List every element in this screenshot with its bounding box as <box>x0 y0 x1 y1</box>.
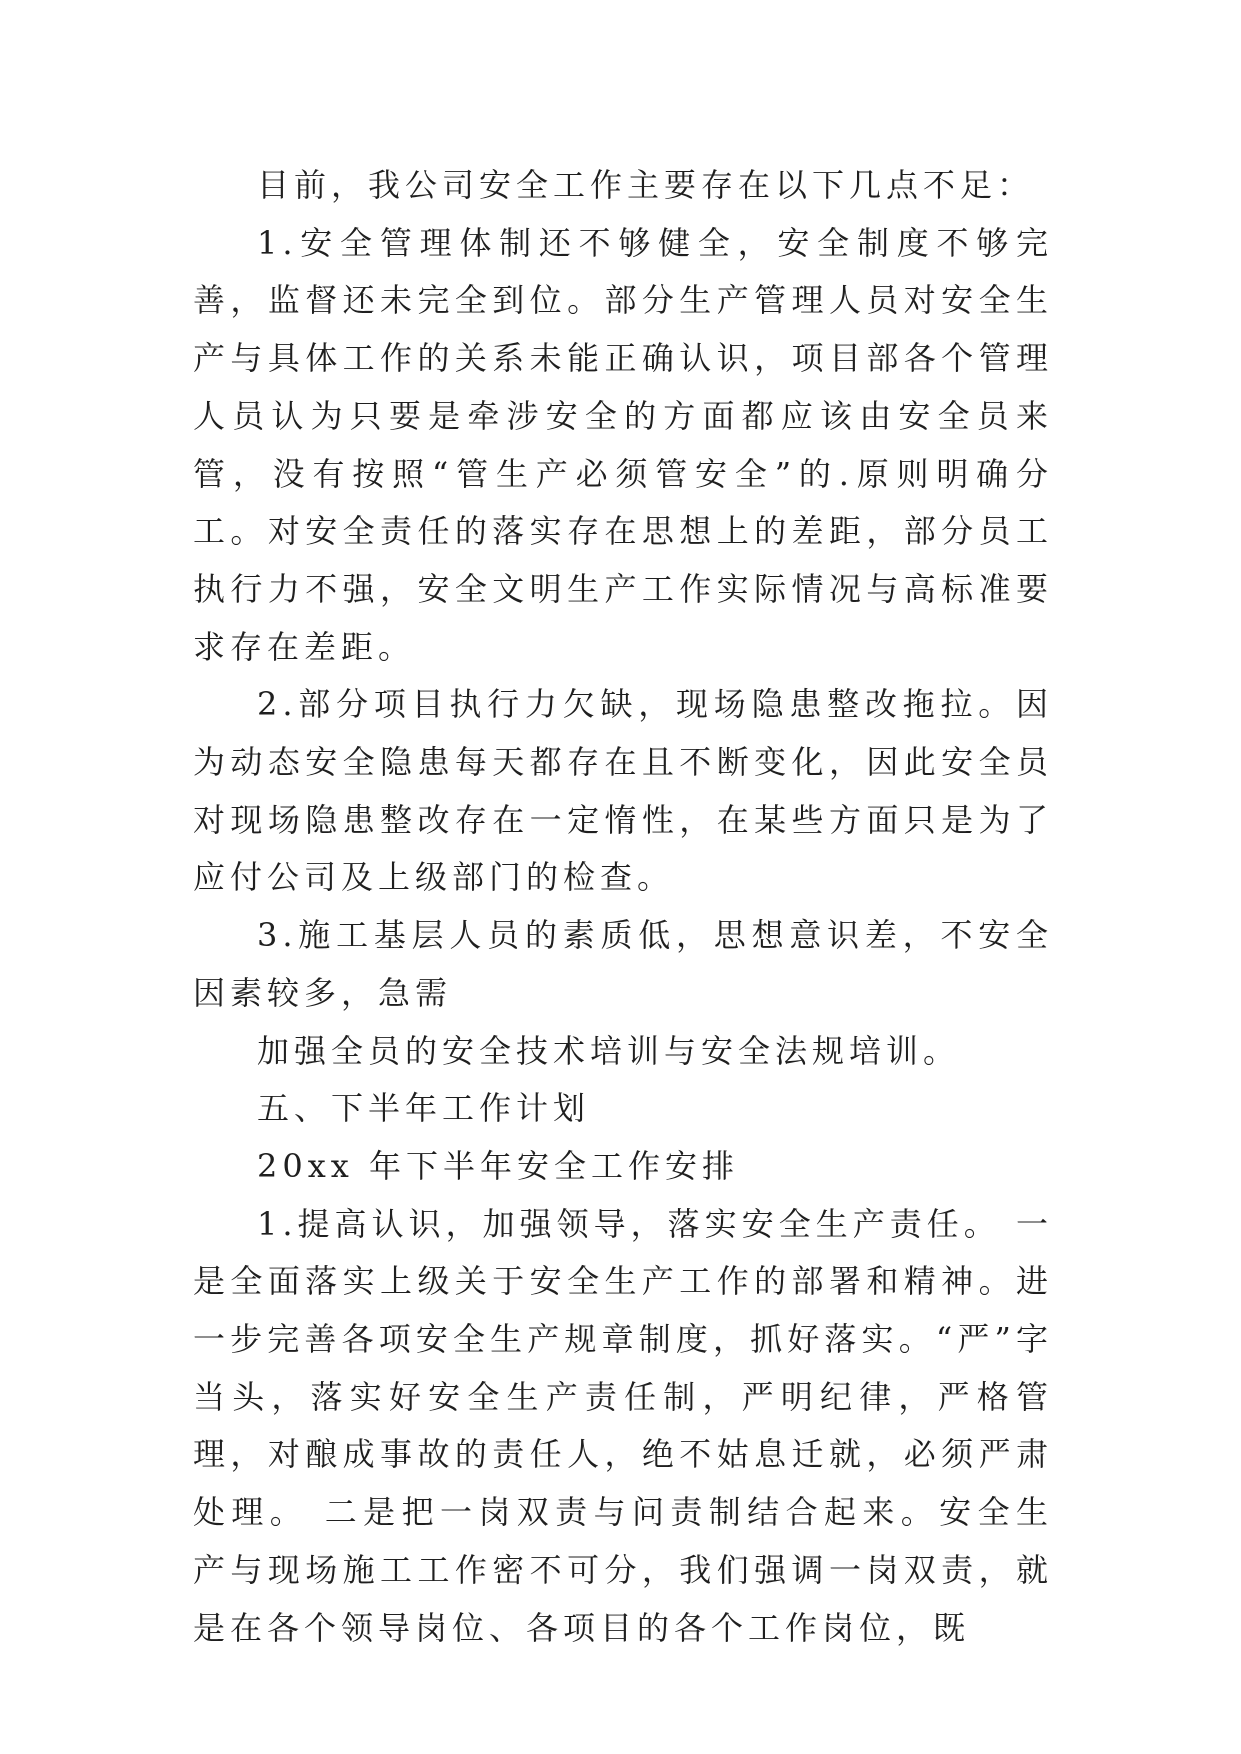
paragraph-training: 加强全员的安全技术培训与安全法规培训。 <box>257 1031 961 1070</box>
paragraph-point-2: 2.部分项目执行力欠缺，现场隐患整改拖拉。因为动态安全隐患每天都存在且不断变化，因此安全员对现场隐患整改存在一定惰性，在某些方面只是为了应付公司及上级部门的检查。 <box>193 685 1053 897</box>
section-heading: 五、下半年工作计划 <box>257 1089 591 1128</box>
document-body <box>193 157 1053 1657</box>
paragraph-intro: 目前，我公司安全工作主要存在以下几点不足： <box>257 166 1035 204</box>
paragraph-point-3: 3.施工基层人员的素质低，思想意识差，不安全因素较多，急需 <box>193 916 1053 1012</box>
subsection-heading: 20xx 年下半年安全工作安排 <box>257 1146 739 1185</box>
paragraph-plan-1: 1.提高认识，加强领导，落实安全生产责任。 一是全面落实上级关于安全生产工作的部署和精神。进一步完善各项安全生产规章制度，抓好落实。“严”字当头，落实好安全生产责任制，严明纪律，严格管理，对酿成事故的责任人，绝不姑息迁就，必须严肃处理。 二是把一岗双责与问责制结合起来。安全生产与现场施工工作密不可分，我们强调一岗双责，就是在各个领导岗位、各项目的各个工作岗位，既 <box>193 1204 1053 1647</box>
paragraph-point-1: 1.安全管理体制还不够健全，安全制度不够完善，监督还未完全到位。部分生产管理人员对安全生产与具体工作的关系未能正确认识，项目部各个管理人员认为只要是牵涉安全的方面都应该由安全员来管，没有按照“管生产必须管安全”的.原则明确分工。对安全责任的落实存在思想上的差距，部分员工执行力不强，安全文明生产工作实际情况与高标准要求存在差距。 <box>193 223 1053 666</box>
